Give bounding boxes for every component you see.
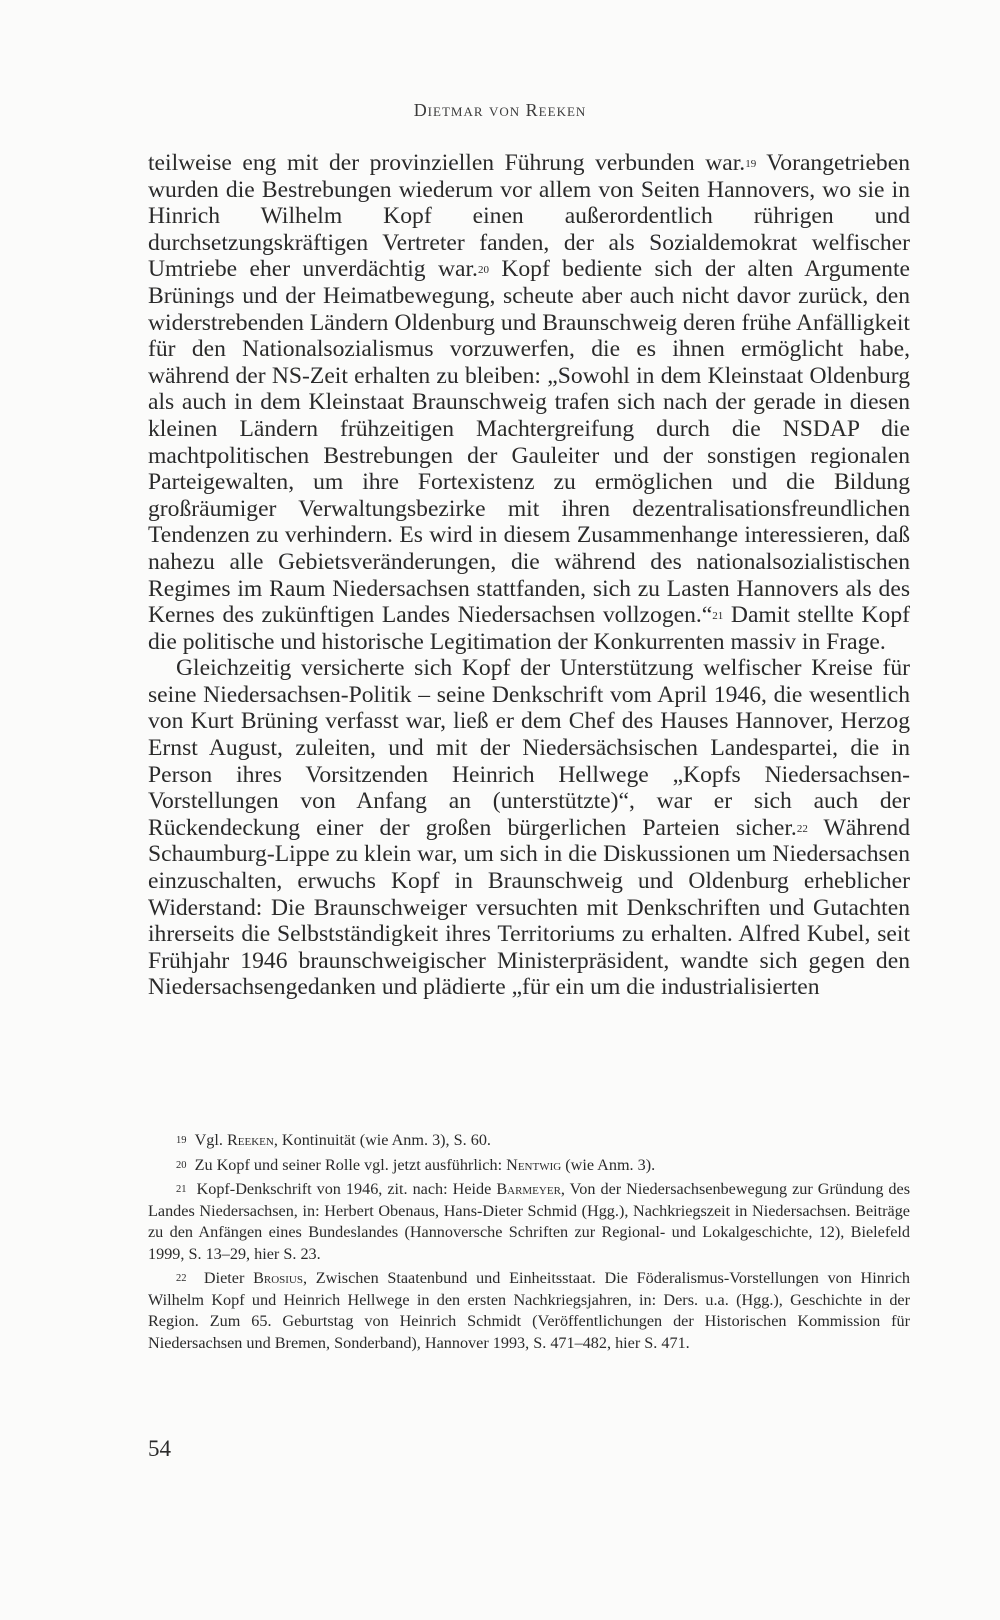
paragraph-1 <box>148 150 910 655</box>
footnote-text: Vgl. <box>194 1131 227 1149</box>
footnote-22 <box>148 1268 910 1354</box>
author-name: Reeken <box>226 1131 274 1149</box>
main-text <box>148 150 910 1001</box>
footnote-19 <box>148 1130 910 1152</box>
author-name: Nentwig <box>506 1155 562 1174</box>
footnote-ref-19[interactable]: 19 <box>745 158 757 170</box>
footnote-number: 19 <box>176 1135 187 1146</box>
paragraph-2 <box>148 655 910 1001</box>
footnote-text: Zu Kopf und seiner Rolle vgl. jetzt ausführlich: <box>194 1155 507 1174</box>
footnote-21 <box>148 1179 910 1265</box>
footnote-ref-20[interactable]: 20 <box>477 264 489 277</box>
footnote-number: 22 <box>176 1273 187 1284</box>
footnote-text: Dieter <box>203 1269 254 1287</box>
text-run: Vorangetrieben wurden die Bestrebungen wiederum vor allem von Seiten Hannovers, wo sie in Hinrich Wilhelm Kopf einen außerordentlich rührigen und durchsetzungskräftigen Vertreter fanden, der als Sozialdemokrat welfischer Umtriebe eher unverdächtig war. <box>148 150 910 283</box>
footnote-text: , Kontinuität (wie Anm. 3), S. 60. <box>273 1131 491 1149</box>
footnote-ref-22[interactable]: 22 <box>796 822 808 835</box>
text-run: Damit stellte Kopf die politische und historische Legitimation der Konkurrenten massiv in Frage. <box>148 602 910 655</box>
footnote-text: (wie Anm. 3). <box>561 1155 656 1174</box>
text-run: Kopf bediente sich der alten Argumente Brünings und der Heimatbewegung, scheute aber auch nicht davor zurück, den widerstrebenden Ländern Oldenburg und Braunschweig deren frühe Anfälligkeit für den Nationalsozialismus vorzuwerfen, die es ihnen ermöglicht habe, während der NS-Zeit erhalten zu bleiben: „Sowohl in dem Kleinstaat Oldenburg als auch in dem Kleinstaat Braunschweig trafen sich nach der gerade in diesen kleinen Ländern frühzeitigen Machtergreifung durch die NSDAP die machtpolitischen Bestrebungen der Gauleiter und der sonstigen regionalen Parteigewalten, um ihre Fortexistenz zu ermöglichen und die Bildung großräumiger Verwaltungsbezirke mit ihren dezentralisationsfreundlichen Tendenzen zu verhindern. Es wird in diesem Zusammenhange interessieren, daß nahezu alle Gebietsveränderungen, die während des nationalsozialistischen Regimes im Raum Niedersachsen stattfanden, sich zu Lasten Hannovers als des Kernes des zukünftigen Landes Niedersachsen vollzogen.“ <box>148 256 910 629</box>
running-header: Dietmar von Reeken <box>413 100 587 120</box>
author-name: Barmeyer <box>496 1180 561 1198</box>
page-number: 54 <box>148 1436 171 1461</box>
author-name: Brosius <box>253 1269 303 1287</box>
footnote-text: , Von der Niedersachsenbewegung zur Gründung des Landes Niedersachsen, in: Herbert Obenaus, Hans-Dieter Schmid (Hgg.), Nachkriegszeit in Niedersachsen. Beiträge zu den Anfängen eines Bundeslandes (Hannoversche Schriften zur Regional- und Lokalgeschichte, 12), Bielefeld 1999, S. 13–29, hier S. 23. <box>148 1180 911 1263</box>
footnote-ref-21[interactable]: 21 <box>712 610 724 623</box>
text-run: Während Schaumburg-Lippe zu klein war, um sich in die Diskussionen um Niedersachsen einzuschalten, erwuchs Kopf in Braunschweig und Oldenburg erheblicher Widerstand: Die Braunschweiger versuchten mit Denkschriften und Gutachten ihrerseits die Selbstständigkeit ihres Territoriums zu erhalten. Alfred Kubel, seit Frühjahr 1946 braunschweigischer Ministerpräsident, wandte sich gegen den Niedersachsengedanken und plädierte „für ein um die industrialisierten <box>148 814 911 1001</box>
text-run: Gleichzeitig versicherte sich Kopf der Unterstützung welfischer Kreise für seine Niedersachsen-Politik – seine Denkschrift vom April 1946, die wesentlich von Kurt Brüning verfasst war, ließ er dem Chef des Hauses Hannover, Herzog Ernst August, zuleiten, und mit der Niedersächsischen Landespartei, die in Person ihres Vorsitzenden Heinrich Hellwege „Kopfs Niedersachsen-Vorstellungen von Anfang an (unterstützte)“, war er sich auch der Rückendeckung einer der großen bürgerlichen Parteien sicher. <box>148 655 910 841</box>
footnote-20 <box>148 1155 910 1177</box>
footnote-text: Kopf-Denkschrift von 1946, zit. nach: Heide <box>196 1180 497 1198</box>
footnote-text: , Zwischen Staatenbund und Einheitsstaat. Die Föderalismus-Vorstellungen von Hinrich Wilhelm Kopf und Heinrich Hellwege in den ersten Nachkriegsjahren, in: Ders. u.a. (Hgg.), Geschichte in der Region. Zum 65. Geburtstag von Heinrich Schmidt (Veröffentlichungen der Historischen Kommission für Niedersachsen und Bremen, Sonderband), Hannover 1993, S. 471–482, hier S. 471. <box>148 1269 910 1352</box>
footnotes <box>148 1130 910 1357</box>
footnote-number: 20 <box>176 1159 187 1171</box>
text-run: teilweise eng mit der provinziellen Führung verbunden war. <box>148 150 746 176</box>
footnote-number: 21 <box>176 1184 187 1195</box>
